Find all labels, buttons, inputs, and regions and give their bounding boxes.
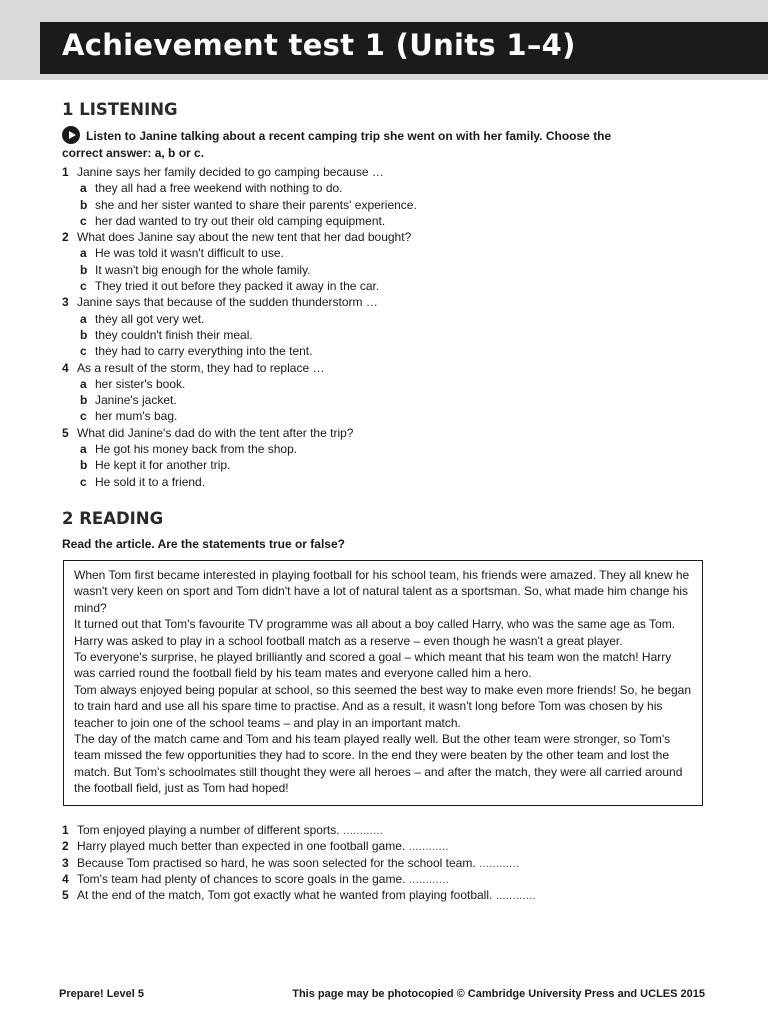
statement — [62, 822, 702, 838]
statement-number: 1 — [62, 823, 69, 837]
question-text: What does Janine say about the new tent that her dad bought? — [77, 230, 412, 245]
option-letter: a — [80, 181, 87, 196]
answer-option[interactable] — [62, 376, 702, 392]
question — [62, 360, 702, 376]
option-text: He was told it wasn't difficult to use. — [95, 246, 284, 261]
answer-option[interactable] — [62, 311, 702, 327]
question — [62, 425, 702, 441]
question-text: Janine says that because of the sudden thunderstorm … — [77, 295, 378, 310]
article-paragraph: The day of the match came and Tom and his team played really well. But the other team were stronger, so Tom's team missed the few opportunities they had to score. In the end they were beaten by the other team and lost the match. But Tom's schoolmates still thought they were all heroes – and after the match, they were all carried around the football field, just as Tom had hoped! — [74, 732, 683, 796]
answer-blank[interactable]: ............ — [479, 855, 520, 870]
statement-text: Harry played much better than expected in one football game. — [77, 839, 406, 854]
statement — [62, 855, 702, 871]
footer-level: Prepare! Level 5 — [59, 988, 144, 1000]
option-letter: c — [80, 344, 87, 359]
statement-text: At the end of the match, Tom got exactly what he wanted from playing football. — [77, 888, 493, 903]
answer-option[interactable] — [62, 278, 702, 294]
article-paragraph: When Tom first became interested in playing football for his school team, his friends were amazed. They all knew he wasn't very keen on sport and Tom didn't have a lot of natural talent as a sportsman. So, what made him change his mind? — [74, 568, 690, 615]
answer-option[interactable] — [62, 213, 702, 229]
article-paragraph: It turned out that Tom's favourite TV programme was all about a boy called Harry, who was the same age as Tom. Harry was asked to play in a school football match as a reserve – even though he wasn't a great player. — [74, 617, 676, 648]
listening-instruction — [62, 126, 682, 162]
question — [62, 229, 702, 245]
option-text: they all had a free weekend with nothing to do. — [95, 181, 343, 196]
option-text: she and her sister wanted to share their parents' experience. — [95, 197, 417, 212]
answer-blank[interactable]: ............ — [408, 839, 449, 854]
option-text: her dad wanted to try out their old camping equipment. — [95, 213, 386, 228]
statement-number: 2 — [62, 839, 69, 854]
reading-instruction: Read the article. Are the statements true or false? — [62, 537, 345, 551]
option-text: Janine's jacket. — [95, 393, 177, 408]
statement — [62, 887, 702, 903]
statement-text: Tom enjoyed playing a number of different sports. — [77, 823, 340, 837]
article-box — [63, 560, 703, 806]
option-letter: c — [80, 213, 87, 228]
reading-statements — [62, 822, 702, 903]
statement-number: 5 — [62, 888, 69, 903]
option-text: It wasn't big enough for the whole family. — [95, 262, 311, 277]
question — [62, 164, 702, 180]
title-banner — [0, 0, 768, 80]
question-number: 1 — [62, 165, 69, 179]
question-text: As a result of the storm, they had to replace … — [77, 360, 325, 375]
answer-option[interactable] — [62, 408, 702, 424]
listening-questions — [62, 164, 702, 490]
answer-option[interactable] — [62, 457, 702, 473]
listening-instruction-line1: Listen to Janine talking about a recent camping trip she went on with her family. Choose the — [86, 129, 612, 143]
option-letter: b — [80, 458, 88, 473]
answer-option[interactable] — [62, 245, 702, 261]
question — [62, 294, 702, 310]
question-number: 3 — [62, 295, 69, 310]
answer-option[interactable] — [62, 343, 702, 359]
answer-blank[interactable]: ............ — [408, 871, 449, 886]
option-text: They tried it out before they packed it away in the car. — [95, 279, 380, 294]
article-paragraph: Tom always enjoyed being popular at school, so this seemed the best way to make even more friends! So, he began to train hard and use all his spare time to practise. And as a result, it wasn't long before Tom was chosen by his teacher to join one of the school teams – and play in an important match. — [74, 682, 692, 730]
article-paragraph: To everyone's surprise, he played brilliantly and scored a goal – which meant that his team won the match! Harry was carried round the football field by his team mates and everyone called him a hero. — [74, 650, 672, 681]
option-letter: c — [80, 279, 87, 294]
option-letter: a — [80, 246, 87, 261]
question-number: 2 — [62, 230, 69, 245]
audio-play-icon[interactable] — [62, 126, 80, 144]
option-text: they all got very wet. — [95, 311, 205, 326]
answer-blank[interactable]: ............ — [342, 823, 383, 837]
footer-copyright: This page may be photocopied © Cambridge University Press and UCLES 2015 — [292, 988, 705, 1000]
reading-heading: 2 READING — [62, 509, 164, 528]
option-text: they had to carry everything into the tent. — [95, 344, 313, 359]
statement — [62, 871, 702, 887]
statement — [62, 838, 702, 854]
option-letter: b — [80, 197, 88, 212]
option-text: her mum's bag. — [95, 409, 178, 424]
statement-number: 4 — [62, 871, 69, 886]
question-number: 4 — [62, 360, 69, 375]
option-letter: a — [80, 376, 87, 391]
option-text: they couldn't finish their meal. — [95, 327, 253, 342]
option-letter: c — [80, 409, 87, 424]
option-letter: a — [80, 442, 87, 457]
answer-option[interactable] — [62, 441, 702, 457]
answer-option[interactable] — [62, 180, 702, 196]
answer-option[interactable] — [62, 327, 702, 343]
answer-option[interactable] — [62, 392, 702, 408]
question-text: What did Janine's dad do with the tent after the trip? — [77, 425, 354, 440]
option-letter: b — [80, 393, 88, 408]
statement-text: Tom's team had plenty of chances to score goals in the game. — [77, 871, 406, 886]
question-text: Janine says her family decided to go camping because … — [77, 165, 384, 179]
question-number: 5 — [62, 425, 69, 440]
option-letter: c — [80, 474, 87, 489]
option-text: He sold it to a friend. — [95, 474, 206, 489]
option-letter: b — [80, 327, 88, 342]
listening-heading: 1 LISTENING — [62, 100, 178, 119]
option-letter: b — [80, 262, 88, 277]
statement-number: 3 — [62, 855, 69, 870]
statement-text: Because Tom practised so hard, he was soon selected for the school team. — [77, 855, 476, 870]
answer-option[interactable] — [62, 262, 702, 278]
listening-instruction-line2: correct answer: a, b or c. — [62, 146, 205, 160]
answer-option[interactable] — [62, 197, 702, 213]
option-text: He got his money back from the shop. — [95, 442, 298, 457]
answer-option[interactable] — [62, 474, 702, 490]
page-title: Achievement test 1 (Units 1–4) — [62, 28, 576, 62]
option-text: her sister's book. — [95, 376, 186, 391]
option-text: He kept it for another trip. — [95, 458, 231, 473]
answer-blank[interactable]: ............ — [495, 888, 536, 903]
option-letter: a — [80, 311, 87, 326]
